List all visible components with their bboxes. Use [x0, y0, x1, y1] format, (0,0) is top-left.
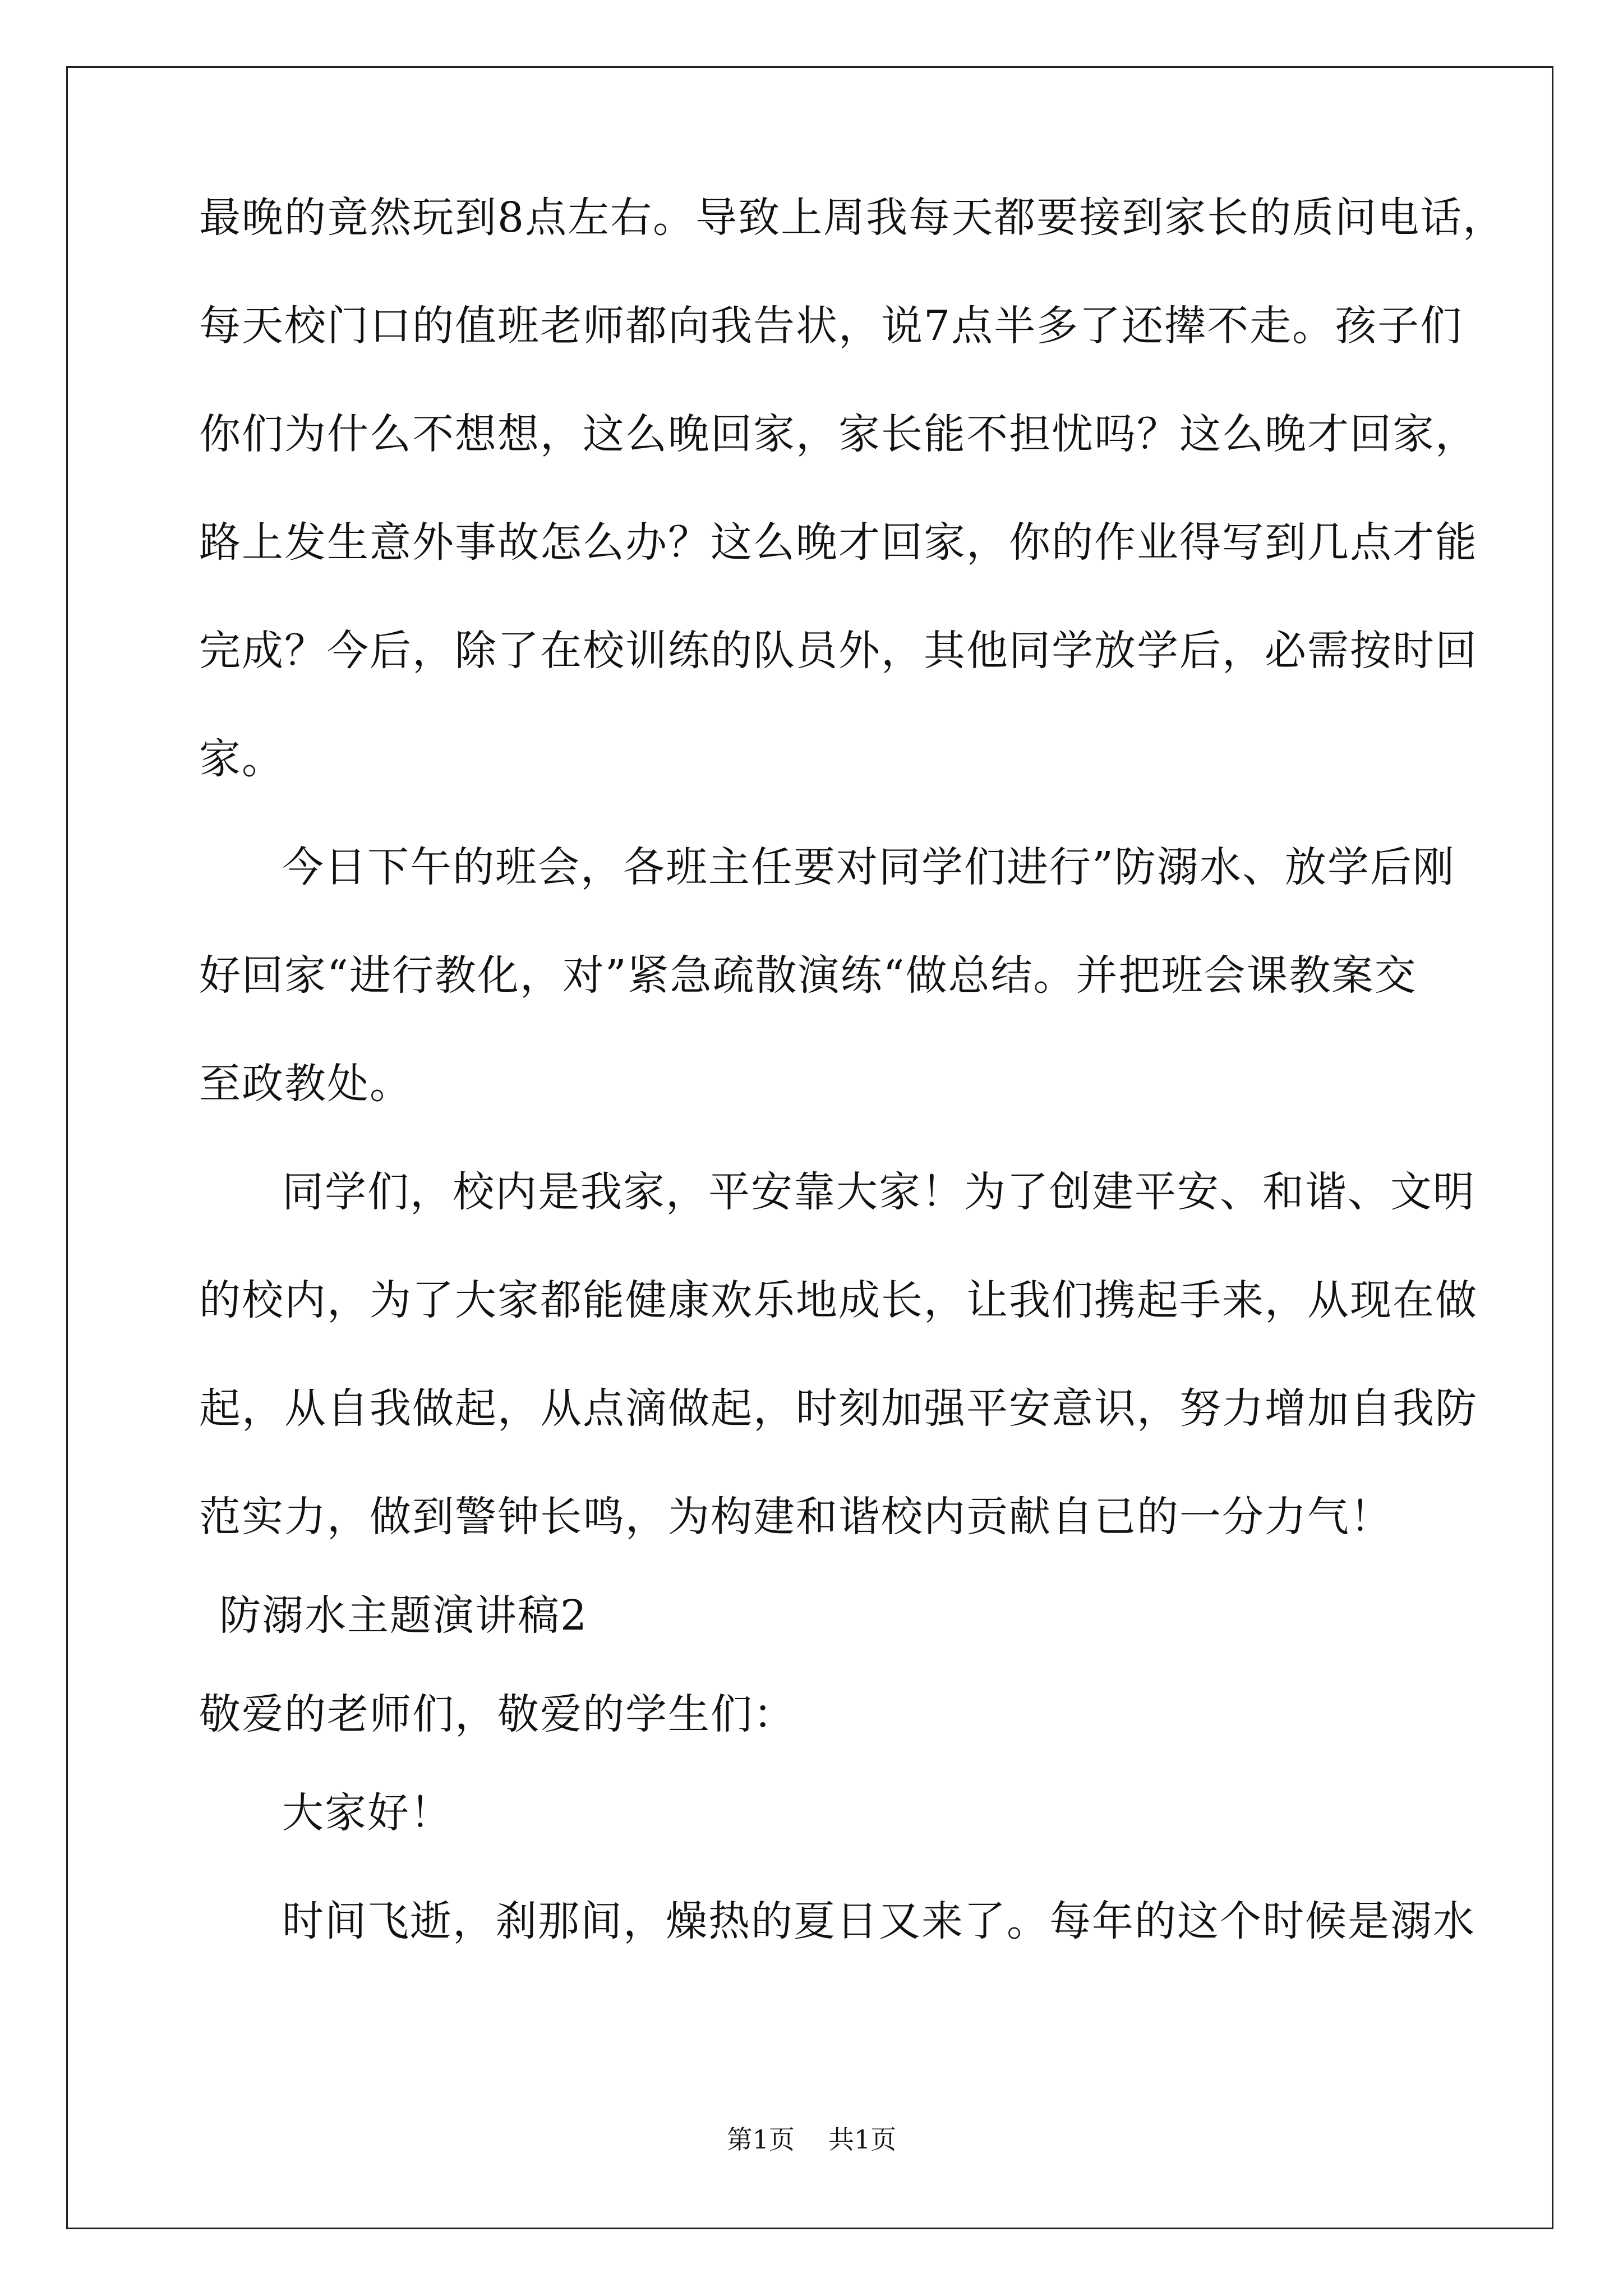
paragraph-line: 时间飞逝，刹那间，燥热的夏日又来了。每年的这个时候是溺水	[282, 1897, 1476, 1945]
greeting: 大家好！	[282, 1789, 453, 1837]
paragraph-line: 同学们，校内是我家，平安靠大家！为了创建平安、和谐、文明	[282, 1168, 1476, 1216]
section-title: 防溺水主题演讲稿2	[219, 1591, 588, 1640]
paragraph-line: 路上发生意外事故怎么办？这么晚才回家，你的作业得写到几点才能	[199, 518, 1478, 567]
paragraph-line: 范实力，做到警钟长鸣，为构建和谐校内贡献自已的一分力气！	[199, 1493, 1393, 1541]
page-footer	[0, 2124, 1623, 2155]
page-total: 共1页	[828, 2124, 897, 2155]
paragraph-line: 今日下午的班会，各班主任要对同学们进行”防溺水、放学后刚	[282, 843, 1455, 891]
paragraph-line: 完成？今后，除了在校训练的队员外，其他同学放学后，必需按时回	[199, 627, 1478, 675]
paragraph-line: 好回家“进行教化，对”紧急疏散演练“做总结。并把班会课教案交	[199, 951, 1417, 1000]
paragraph-line: 的校内，为了大家都能健康欢乐地成长，让我们携起手来，从现在做	[199, 1276, 1478, 1324]
paragraph-line: 起，从自我做起，从点滴做起，时刻加强平安意识，努力增加自我防	[199, 1384, 1478, 1433]
document-body	[199, 191, 1506, 1948]
paragraph-line: 最晚的竟然玩到8点左右。导致上周我每天都要接到家长的质问电话，	[199, 194, 1506, 242]
paragraph-line: 每天校门口的值班老师都向我告状，说7点半多了还撵不走。孩子们	[199, 302, 1463, 350]
salutation: 敬爱的老师们，敬爱的学生们：	[199, 1690, 796, 1738]
paragraph-line: 至政教处。	[199, 1060, 412, 1108]
page-number: 第1页	[726, 2124, 795, 2155]
paragraph-line: 家。	[199, 735, 284, 783]
paragraph-line: 你们为什么不想想，这么晚回家，家长能不担忧吗？这么晚才回家，	[199, 410, 1478, 458]
